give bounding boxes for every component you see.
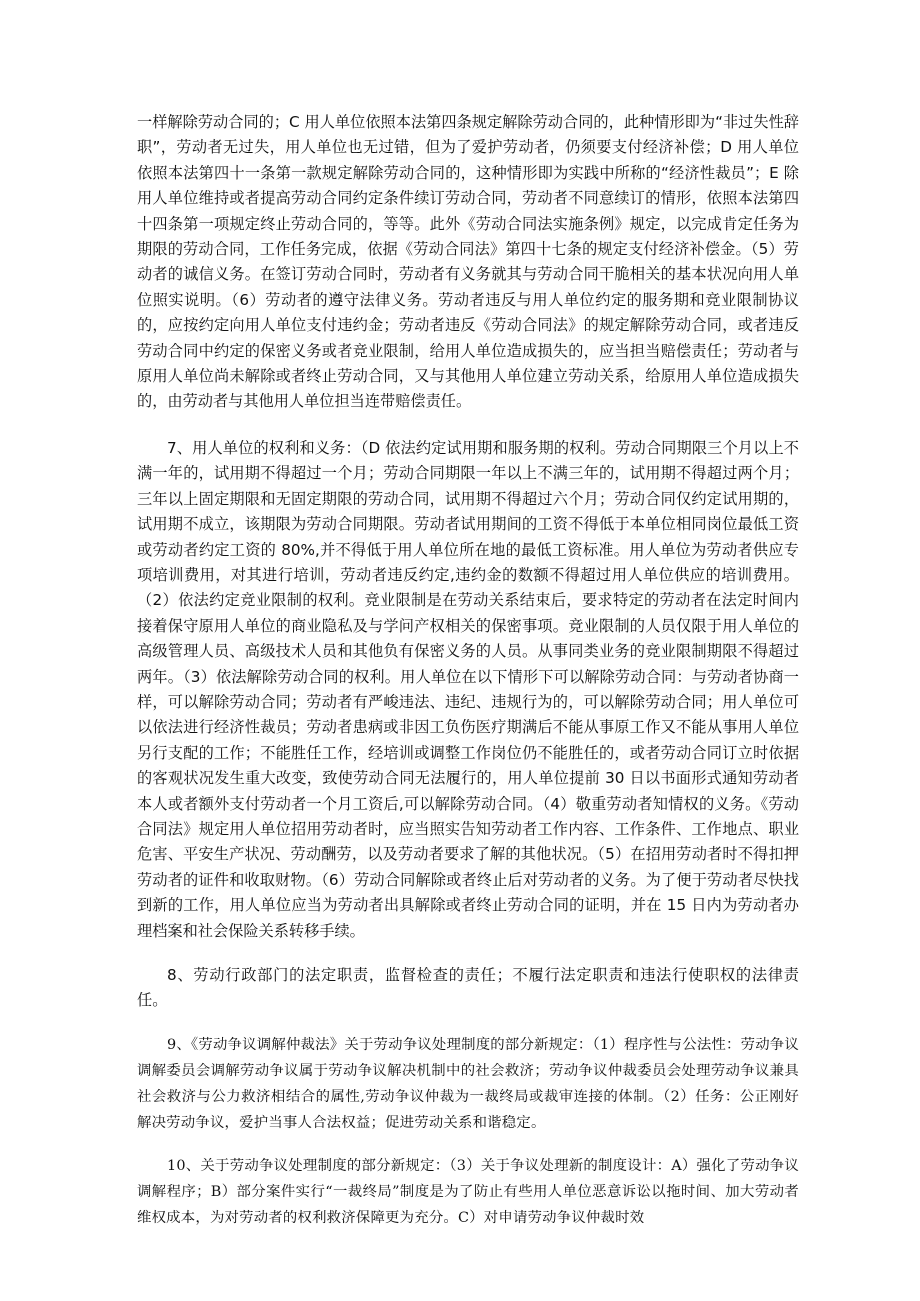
paragraph-8-labor-administration-duties: 8、劳动行政部门的法定职责，监督检查的责任；不履行法定职责和违法行使职权的法律责任。 (137, 966, 799, 1010)
paragraph-9-mediation-arbitration-law: 9、《劳动争议调解仲裁法》关于劳动争议处理制度的部分新规定：（1）程序性与公法性：劳动争议调解委员会调解劳动争议属于劳动争议解决机制中的社会救济；劳动争议仲裁委员会处理劳动争议兼具社会救济与公力救济相结合的属性,劳动争议仲裁为一裁终局或裁审连接的体制。（2）任务：公正刚好解决劳动争议，爱护当事人合法权益；促进劳动关系和谐稳定。 (137, 1036, 799, 1131)
paragraph-worker-obligations-continued: 一样解除劳动合同的；C 用人单位依照本法第四条规定解除劳动合同的，此种情形即为“非过失性辞职”，劳动者无过失，用人单位也无过错，但为了爱护劳动者，仍须要支付经济补偿；D 用人单位依照本法第四十一条第一款规定解除劳动合同的，这种情形即为实践中所称的“经济性裁员”；E 除用人单位维持或者提高劳动合同约定条件续订劳动合同，劳动者不同意续订的情形，依照本法第四十四条第一项规定终止劳动合同的，等等。此外《劳动合同法实施条例》规定，以完成肯定任务为期限的劳动合同，工作任务完成，依据《劳动合同法》第四十七条的规定支付经济补偿金。（5）劳动者的诚信义务。在签订劳动合同时，劳动者有义务就其与劳动合同干脆相关的基本状况向用人单位照实说明。（6）劳动者的遵守法律义务。劳动者违反与用人单位约定的服务期和竞业限制协议的，应按约定向用人单位支付违约金；劳动者违反《劳动合同法》的规定解除劳动合同，或者违反劳动合同中约定的保密义务或者竞业限制，给用人单位造成损失的，应当担当赔偿责任；劳动者与原用人单位尚未解除或者终止劳动合同，又与其他用人单位建立劳动关系，给原用人单位造成损失的，由劳动者与其他用人单位担当连带赔偿责任。 (137, 113, 799, 411)
paragraph-10-dispute-handling-rules: 10、关于劳动争议处理制度的部分新规定：（3）关于争议处理新的制度设计：A）强化了劳动争议调解程序；B）部分案件实行“一裁终局”制度是为了防止有些用人单位恶意诉讼以拖时间、加大劳动者维权成本，为对劳动者的权利救济保障更为充分。C）对申请劳动争议仲裁时效 (137, 1157, 799, 1226)
paragraph-7-employer-rights-and-obligations: 7、用人单位的权利和义务：（D 依法约定试用期和服务期的权利。劳动合同期限三个月以上不满一年的，试用期不得超过一个月；劳动合同期限一年以上不满三年的，试用期不得超过两个月；三年以上固定期限和无固定期限的劳动合同，试用期不得超过六个月；劳动合同仅约定试用期的，试用期不成立，该期限为劳动合同期限。劳动者试用期间的工资不得低于本单位相同岗位最低工资或劳动者约定工资的 80%,并不得低于用人单位所在地的最低工资标准。用人单位为劳动者供应专项培训费用，对其进行培训，劳动者违反约定,违约金的数额不得超过用人单位供应的培训费用。（2）依法约定竞业限制的权利。竞业限制是在劳动关系结束后，要求特定的劳动者在法定时间内接着保守原用人单位的商业隐私及与学问产权相关的保密事项。竞业限制的人员仅限于用人单位的高级管理人员、高级技术人员和其他负有保密义务的人员。从事同类业务的竞业限制期限不得超过两年。（3）依法解除劳动合同的权利。用人单位在以下情形下可以解除劳动合同：与劳动者协商一样，可以解除劳动合同；劳动者有严峻违法、违纪、违规行为的，可以解除劳动合同；用人单位可以依法进行经济性裁员；劳动者患病或非因工负伤医疗期满后不能从事原工作又不能从事用人单位另行支配的工作；不能胜任工作，经培训或调整工作岗位仍不能胜任的，或者劳动合同订立时依据的客观状况发生重大改变，致使劳动合同无法履行的，用人单位提前 30 日以书面形式通知劳动者本人或者额外支付劳动者一个月工资后,可以解除劳动合同。（4）敬重劳动者知情权的义务。《劳动合同法》规定用人单位招用劳动者时，应当照实告知劳动者工作内容、工作条件、工作地点、职业危害、平安生产状况、劳动酬劳，以及劳动者要求了解的其他状况。（5）在招用劳动者时不得扣押劳动者的证件和收取财物。（6）劳动合同解除或者终止后对劳动者的义务。为了便于劳动者尽快找到新的工作，用人单位应当为劳动者出具解除或者终止劳动合同的证明，并在 15 日内为劳动者办理档案和社会保险关系转移手续。 (137, 438, 799, 940)
document-body (137, 110, 799, 1231)
